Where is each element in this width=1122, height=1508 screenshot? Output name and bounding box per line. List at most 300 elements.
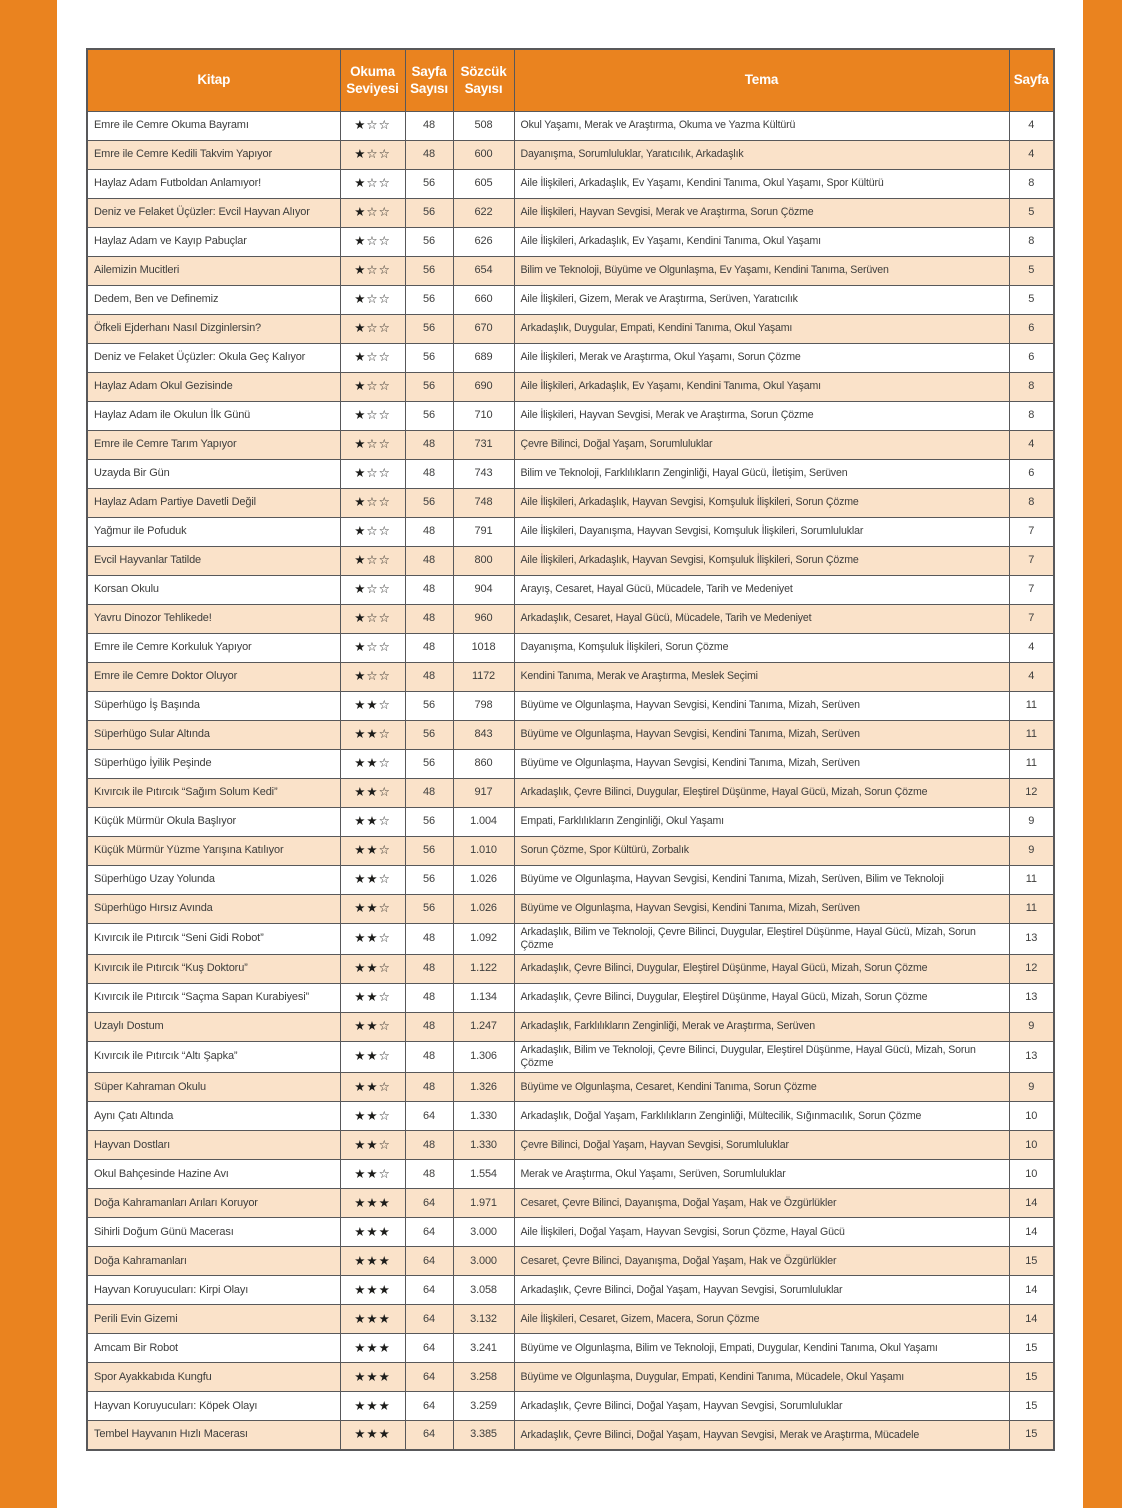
table-row [87, 111, 1054, 140]
catalog-page-cell: 7 [1009, 517, 1054, 546]
word-count-cell: 843 [453, 720, 514, 749]
book-title-cell: Süperhügo Hırsız Avında [87, 894, 340, 923]
reading-level-stars-icon: ★☆☆ [340, 343, 405, 372]
column-header-sozcuk_sayisi: Sözcük Sayısı [453, 49, 514, 111]
word-count-cell: 1.004 [453, 807, 514, 836]
reading-level-stars-icon: ★★★ [340, 1363, 405, 1392]
book-title-cell: Perili Evin Gizemi [87, 1305, 340, 1334]
catalog-page-cell: 5 [1009, 198, 1054, 227]
table-row [87, 604, 1054, 633]
word-count-cell: 1.326 [453, 1073, 514, 1102]
themes-cell: Arkadaşlık, Duygular, Empati, Kendini Tanıma, Okul Yaşamı [514, 314, 1009, 343]
word-count-cell: 748 [453, 488, 514, 517]
themes-cell: Empati, Farklılıkların Zenginliği, Okul Yaşamı [514, 807, 1009, 836]
reading-level-stars-icon: ★☆☆ [340, 198, 405, 227]
book-title-cell: Sihirli Doğum Günü Macerası [87, 1218, 340, 1247]
table-row [87, 720, 1054, 749]
catalog-page-cell: 7 [1009, 546, 1054, 575]
table-row [87, 1189, 1054, 1218]
themes-cell: Aile İlişkileri, Arkadaşlık, Ev Yaşamı, Kendini Tanıma, Okul Yaşamı [514, 227, 1009, 256]
table-row [87, 954, 1054, 983]
reading-level-stars-icon: ★★☆ [340, 1131, 405, 1160]
book-title-cell: Aynı Çatı Altında [87, 1102, 340, 1131]
table-row [87, 1334, 1054, 1363]
reading-level-stars-icon: ★★☆ [340, 894, 405, 923]
page-count-cell: 64 [405, 1189, 453, 1218]
catalog-page-cell: 10 [1009, 1102, 1054, 1131]
word-count-cell: 1.026 [453, 865, 514, 894]
book-title-cell: Haylaz Adam ve Kayıp Pabuçlar [87, 227, 340, 256]
page-count-cell: 48 [405, 983, 453, 1012]
page-count-cell: 64 [405, 1334, 453, 1363]
word-count-cell: 860 [453, 749, 514, 778]
book-title-cell: Kıvırcık ile Pıtırcık “Altı Şapka” [87, 1041, 340, 1072]
reading-level-stars-icon: ★☆☆ [340, 575, 405, 604]
themes-cell: Çevre Bilinci, Doğal Yaşam, Hayvan Sevgisi, Sorumluluklar [514, 1131, 1009, 1160]
column-header-okuma_seviyesi: Okuma Seviyesi [340, 49, 405, 111]
reading-level-stars-icon: ★★★ [340, 1392, 405, 1421]
themes-cell: Aile İlişkileri, Arkadaşlık, Ev Yaşamı, Kendini Tanıma, Okul Yaşamı [514, 372, 1009, 401]
catalog-page-cell: 4 [1009, 111, 1054, 140]
book-title-cell: Korsan Okulu [87, 575, 340, 604]
page-count-cell: 48 [405, 546, 453, 575]
themes-cell: Arkadaşlık, Farklılıkların Zenginliği, Merak ve Araştırma, Serüven [514, 1012, 1009, 1041]
column-header-kitap: Kitap [87, 49, 340, 111]
page-edge-bar-left [0, 0, 57, 1508]
catalog-page-cell: 4 [1009, 140, 1054, 169]
table-row [87, 227, 1054, 256]
themes-cell: Çevre Bilinci, Doğal Yaşam, Sorumluluklar [514, 430, 1009, 459]
table-row [87, 1102, 1054, 1131]
catalog-page-cell: 12 [1009, 954, 1054, 983]
book-title-cell: Hayvan Dostları [87, 1131, 340, 1160]
themes-cell: Okul Yaşamı, Merak ve Araştırma, Okuma ve Yazma Kültürü [514, 111, 1009, 140]
table-row [87, 1421, 1054, 1450]
book-title-cell: Emre ile Cemre Korkuluk Yapıyor [87, 633, 340, 662]
catalog-page-cell: 14 [1009, 1189, 1054, 1218]
table-row [87, 169, 1054, 198]
catalog-page-cell: 6 [1009, 459, 1054, 488]
table-row [87, 1276, 1054, 1305]
column-header-sayfa_sayisi: Sayfa Sayısı [405, 49, 453, 111]
reading-level-stars-icon: ★☆☆ [340, 430, 405, 459]
table-row [87, 1160, 1054, 1189]
catalog-page-cell: 15 [1009, 1392, 1054, 1421]
book-title-cell: Haylaz Adam Futboldan Anlamıyor! [87, 169, 340, 198]
reading-level-stars-icon: ★☆☆ [340, 140, 405, 169]
page-count-cell: 48 [405, 517, 453, 546]
page-count-cell: 64 [405, 1421, 453, 1450]
word-count-cell: 1.247 [453, 1012, 514, 1041]
catalog-page-cell: 12 [1009, 778, 1054, 807]
reading-level-stars-icon: ★★★ [340, 1305, 405, 1334]
themes-cell: Aile İlişkileri, Doğal Yaşam, Hayvan Sevgisi, Sorun Çözme, Hayal Gücü [514, 1218, 1009, 1247]
reading-level-stars-icon: ★☆☆ [340, 169, 405, 198]
book-title-cell: Hayvan Koruyucuları: Köpek Olayı [87, 1392, 340, 1421]
book-title-cell: Emre ile Cemre Kedili Takvim Yapıyor [87, 140, 340, 169]
page-count-cell: 56 [405, 691, 453, 720]
word-count-cell: 1.330 [453, 1131, 514, 1160]
reading-level-stars-icon: ★☆☆ [340, 256, 405, 285]
catalog-page-cell: 9 [1009, 1012, 1054, 1041]
page-count-cell: 56 [405, 807, 453, 836]
themes-cell: Büyüme ve Olgunlaşma, Duygular, Empati, Kendini Tanıma, Mücadele, Okul Yaşamı [514, 1363, 1009, 1392]
book-title-cell: Süperhügo İyilik Peşinde [87, 749, 340, 778]
page-count-cell: 48 [405, 1160, 453, 1189]
catalog-page-cell: 11 [1009, 720, 1054, 749]
book-title-cell: Deniz ve Felaket Üçüzler: Evcil Hayvan Alıyor [87, 198, 340, 227]
reading-level-stars-icon: ★☆☆ [340, 372, 405, 401]
word-count-cell: 3.132 [453, 1305, 514, 1334]
book-title-cell: Ailemizin Mucitleri [87, 256, 340, 285]
themes-cell: Aile İlişkileri, Merak ve Araştırma, Okul Yaşamı, Sorun Çözme [514, 343, 1009, 372]
table-row [87, 749, 1054, 778]
book-title-cell: Deniz ve Felaket Üçüzler: Okula Geç Kalıyor [87, 343, 340, 372]
table-row [87, 372, 1054, 401]
themes-cell: Sorun Çözme, Spor Kültürü, Zorbalık [514, 836, 1009, 865]
page-count-cell: 48 [405, 778, 453, 807]
table-row [87, 314, 1054, 343]
word-count-cell: 605 [453, 169, 514, 198]
catalog-page-cell: 13 [1009, 923, 1054, 954]
themes-cell: Arkadaşlık, Çevre Bilinci, Duygular, Eleştirel Düşünme, Hayal Gücü, Mizah, Sorun Çözme [514, 778, 1009, 807]
table-row [87, 575, 1054, 604]
catalog-page-cell: 10 [1009, 1131, 1054, 1160]
reading-level-stars-icon: ★☆☆ [340, 401, 405, 430]
word-count-cell: 690 [453, 372, 514, 401]
book-title-cell: Yağmur ile Pofuduk [87, 517, 340, 546]
book-title-cell: Tembel Hayvanın Hızlı Macerası [87, 1421, 340, 1450]
word-count-cell: 1.330 [453, 1102, 514, 1131]
book-title-cell: Doğa Kahramanları [87, 1247, 340, 1276]
reading-level-stars-icon: ★★☆ [340, 1160, 405, 1189]
page-count-cell: 48 [405, 1012, 453, 1041]
table-row [87, 836, 1054, 865]
table-row [87, 778, 1054, 807]
reading-level-stars-icon: ★☆☆ [340, 662, 405, 691]
reading-level-stars-icon: ★★☆ [340, 691, 405, 720]
reading-level-stars-icon: ★☆☆ [340, 227, 405, 256]
themes-cell: Cesaret, Çevre Bilinci, Dayanışma, Doğal Yaşam, Hak ve Özgürlükler [514, 1247, 1009, 1276]
reading-level-stars-icon: ★★★ [340, 1218, 405, 1247]
page-count-cell: 48 [405, 575, 453, 604]
catalog-page-cell: 15 [1009, 1334, 1054, 1363]
reading-level-stars-icon: ★★★ [340, 1189, 405, 1218]
book-title-cell: Emre ile Cemre Tarım Yapıyor [87, 430, 340, 459]
book-title-cell: Evcil Hayvanlar Tatilde [87, 546, 340, 575]
reading-level-stars-icon: ★☆☆ [340, 604, 405, 633]
page-count-cell: 56 [405, 836, 453, 865]
book-title-cell: Amcam Bir Robot [87, 1334, 340, 1363]
catalog-page-cell: 15 [1009, 1247, 1054, 1276]
catalog-page-cell: 4 [1009, 633, 1054, 662]
table-row [87, 662, 1054, 691]
page-count-cell: 56 [405, 343, 453, 372]
catalog-page-cell: 7 [1009, 575, 1054, 604]
word-count-cell: 3.058 [453, 1276, 514, 1305]
catalog-page-cell: 9 [1009, 807, 1054, 836]
page-count-cell: 48 [405, 662, 453, 691]
table-row [87, 1073, 1054, 1102]
word-count-cell: 1.554 [453, 1160, 514, 1189]
catalog-page-cell: 8 [1009, 488, 1054, 517]
word-count-cell: 731 [453, 430, 514, 459]
page-count-cell: 56 [405, 169, 453, 198]
book-title-cell: Öfkeli Ejderhanı Nasıl Dizginlersin? [87, 314, 340, 343]
page-count-cell: 56 [405, 401, 453, 430]
themes-cell: Dayanışma, Komşuluk İlişkileri, Sorun Çözme [514, 633, 1009, 662]
themes-cell: Arkadaşlık, Doğal Yaşam, Farklılıkların Zenginliği, Mültecilik, Sığınmacılık, Sorun Çözme [514, 1102, 1009, 1131]
word-count-cell: 800 [453, 546, 514, 575]
page-count-cell: 56 [405, 314, 453, 343]
table-row [87, 1392, 1054, 1421]
catalog-page-cell: 8 [1009, 169, 1054, 198]
page-count-cell: 48 [405, 1073, 453, 1102]
table-header [87, 49, 1054, 111]
themes-cell: Arkadaşlık, Cesaret, Hayal Gücü, Mücadele, Tarih ve Medeniyet [514, 604, 1009, 633]
themes-cell: Büyüme ve Olgunlaşma, Bilim ve Teknoloji, Empati, Duygular, Kendini Tanıma, Okul Yaşamı [514, 1334, 1009, 1363]
reading-level-stars-icon: ★★☆ [340, 749, 405, 778]
catalog-page-cell: 4 [1009, 430, 1054, 459]
themes-cell: Aile İlişkileri, Gizem, Merak ve Araştırma, Serüven, Yaratıcılık [514, 285, 1009, 314]
page-count-cell: 48 [405, 430, 453, 459]
word-count-cell: 600 [453, 140, 514, 169]
themes-cell: Arkadaşlık, Bilim ve Teknoloji, Çevre Bilinci, Duygular, Eleştirel Düşünme, Hayal Gücü, Mizah, Sorun Çözme [514, 923, 1009, 954]
book-title-cell: Doğa Kahramanları Arıları Koruyor [87, 1189, 340, 1218]
reading-level-stars-icon: ★★☆ [340, 954, 405, 983]
page-count-cell: 56 [405, 749, 453, 778]
themes-cell: Aile İlişkileri, Dayanışma, Hayvan Sevgisi, Komşuluk İlişkileri, Sorumluluklar [514, 517, 1009, 546]
table-row [87, 1363, 1054, 1392]
book-title-cell: Küçük Mürmür Okula Başlıyor [87, 807, 340, 836]
table-row [87, 140, 1054, 169]
reading-level-stars-icon: ★★☆ [340, 1073, 405, 1102]
word-count-cell: 3.000 [453, 1218, 514, 1247]
reading-level-stars-icon: ★★☆ [340, 807, 405, 836]
table-row [87, 807, 1054, 836]
page-count-cell: 48 [405, 633, 453, 662]
table-row [87, 1041, 1054, 1072]
reading-level-stars-icon: ★☆☆ [340, 314, 405, 343]
word-count-cell: 3.258 [453, 1363, 514, 1392]
themes-cell: Arkadaşlık, Çevre Bilinci, Doğal Yaşam, Hayvan Sevgisi, Sorumluluklar [514, 1392, 1009, 1421]
catalog-page-cell: 13 [1009, 983, 1054, 1012]
page-count-cell: 56 [405, 198, 453, 227]
catalog-page-cell: 9 [1009, 836, 1054, 865]
table-row [87, 256, 1054, 285]
book-title-cell: Uzaylı Dostum [87, 1012, 340, 1041]
table-row [87, 1012, 1054, 1041]
table-row [87, 459, 1054, 488]
catalog-page-cell: 15 [1009, 1363, 1054, 1392]
page-count-cell: 48 [405, 1041, 453, 1072]
themes-cell: Büyüme ve Olgunlaşma, Hayvan Sevgisi, Kendini Tanıma, Mizah, Serüven [514, 894, 1009, 923]
table-row [87, 1218, 1054, 1247]
page-count-cell: 64 [405, 1363, 453, 1392]
table-row [87, 1131, 1054, 1160]
page-count-cell: 56 [405, 256, 453, 285]
page-edge-bar-right [1083, 0, 1122, 1508]
page-count-cell: 48 [405, 954, 453, 983]
reading-level-stars-icon: ★☆☆ [340, 517, 405, 546]
catalog-page-cell: 14 [1009, 1218, 1054, 1247]
word-count-cell: 798 [453, 691, 514, 720]
reading-level-stars-icon: ★★☆ [340, 1012, 405, 1041]
word-count-cell: 3.241 [453, 1334, 514, 1363]
catalog-page-cell: 9 [1009, 1073, 1054, 1102]
catalog-page-cell: 4 [1009, 662, 1054, 691]
page-count-cell: 56 [405, 894, 453, 923]
catalog-page-cell: 8 [1009, 401, 1054, 430]
book-title-cell: Kıvırcık ile Pıtırcık “Saçma Sapan Kurabiyesi” [87, 983, 340, 1012]
book-title-cell: Haylaz Adam Partiye Davetli Değil [87, 488, 340, 517]
book-title-cell: Dedem, Ben ve Definemiz [87, 285, 340, 314]
catalog-page-cell: 11 [1009, 749, 1054, 778]
reading-level-stars-icon: ★★☆ [340, 1041, 405, 1072]
themes-cell: Büyüme ve Olgunlaşma, Hayvan Sevgisi, Kendini Tanıma, Mizah, Serüven [514, 720, 1009, 749]
book-title-cell: Yavru Dinozor Tehlikede! [87, 604, 340, 633]
reading-level-stars-icon: ★★☆ [340, 836, 405, 865]
themes-cell: Cesaret, Çevre Bilinci, Dayanışma, Doğal Yaşam, Hak ve Özgürlükler [514, 1189, 1009, 1218]
catalog-page-cell: 5 [1009, 256, 1054, 285]
catalog-page-cell: 13 [1009, 1041, 1054, 1072]
book-title-cell: Emre ile Cemre Okuma Bayramı [87, 111, 340, 140]
themes-cell: Büyüme ve Olgunlaşma, Hayvan Sevgisi, Kendini Tanıma, Mizah, Serüven, Bilim ve Teknoloji [514, 865, 1009, 894]
reading-level-stars-icon: ★★☆ [340, 983, 405, 1012]
page-count-cell: 56 [405, 488, 453, 517]
reading-level-stars-icon: ★☆☆ [340, 488, 405, 517]
page-count-cell: 64 [405, 1218, 453, 1247]
book-title-cell: Küçük Mürmür Yüzme Yarışına Katılıyor [87, 836, 340, 865]
word-count-cell: 1.122 [453, 954, 514, 983]
book-title-cell: Süperhügo Uzay Yolunda [87, 865, 340, 894]
word-count-cell: 1.092 [453, 923, 514, 954]
catalog-page-cell: 6 [1009, 343, 1054, 372]
reading-level-stars-icon: ★★★ [340, 1334, 405, 1363]
page-count-cell: 48 [405, 1131, 453, 1160]
reading-level-stars-icon: ★★☆ [340, 1102, 405, 1131]
word-count-cell: 1.971 [453, 1189, 514, 1218]
catalog-page-cell: 6 [1009, 314, 1054, 343]
word-count-cell: 1172 [453, 662, 514, 691]
themes-cell: Aile İlişkileri, Hayvan Sevgisi, Merak ve Araştırma, Sorun Çözme [514, 198, 1009, 227]
catalog-page-cell: 11 [1009, 894, 1054, 923]
table-row [87, 1305, 1054, 1334]
table-row [87, 1247, 1054, 1276]
book-title-cell: Süperhügo Sular Altında [87, 720, 340, 749]
page-count-cell: 64 [405, 1392, 453, 1421]
word-count-cell: 743 [453, 459, 514, 488]
table-row [87, 865, 1054, 894]
reading-level-stars-icon: ★☆☆ [340, 285, 405, 314]
themes-cell: Arayış, Cesaret, Hayal Gücü, Mücadele, Tarih ve Medeniyet [514, 575, 1009, 604]
catalog-page-cell: 5 [1009, 285, 1054, 314]
book-title-cell: Hayvan Koruyucuları: Kirpi Olayı [87, 1276, 340, 1305]
table-row [87, 691, 1054, 720]
page-count-cell: 56 [405, 227, 453, 256]
word-count-cell: 1.306 [453, 1041, 514, 1072]
book-title-cell: Uzayda Bir Gün [87, 459, 340, 488]
word-count-cell: 791 [453, 517, 514, 546]
catalog-page-cell: 8 [1009, 227, 1054, 256]
table-header-row [87, 49, 1054, 111]
themes-cell: Aile İlişkileri, Arkadaşlık, Ev Yaşamı, Kendini Tanıma, Okul Yaşamı, Spor Kültürü [514, 169, 1009, 198]
book-title-cell: Haylaz Adam Okul Gezisinde [87, 372, 340, 401]
table-row [87, 488, 1054, 517]
page-count-cell: 64 [405, 1305, 453, 1334]
themes-cell: Aile İlişkileri, Cesaret, Gizem, Macera, Sorun Çözme [514, 1305, 1009, 1334]
book-title-cell: Spor Ayakkabıda Kungfu [87, 1363, 340, 1392]
word-count-cell: 508 [453, 111, 514, 140]
table-row [87, 198, 1054, 227]
themes-cell: Arkadaşlık, Çevre Bilinci, Duygular, Eleştirel Düşünme, Hayal Gücü, Mizah, Sorun Çözme [514, 983, 1009, 1012]
reading-level-stars-icon: ★☆☆ [340, 546, 405, 575]
table-row [87, 923, 1054, 954]
themes-cell: Bilim ve Teknoloji, Büyüme ve Olgunlaşma, Ev Yaşamı, Kendini Tanıma, Serüven [514, 256, 1009, 285]
reading-level-stars-icon: ★★☆ [340, 720, 405, 749]
book-title-cell: Kıvırcık ile Pıtırcık “Seni Gidi Robot” [87, 923, 340, 954]
word-count-cell: 904 [453, 575, 514, 604]
catalog-page-cell: 11 [1009, 865, 1054, 894]
book-title-cell: Haylaz Adam ile Okulun İlk Günü [87, 401, 340, 430]
reading-level-stars-icon: ★★★ [340, 1276, 405, 1305]
book-title-cell: Emre ile Cemre Doktor Oluyor [87, 662, 340, 691]
page-count-cell: 56 [405, 720, 453, 749]
word-count-cell: 626 [453, 227, 514, 256]
table-row [87, 517, 1054, 546]
book-title-cell: Süperhügo İş Başında [87, 691, 340, 720]
themes-cell: Bilim ve Teknoloji, Farklılıkların Zenginliği, Hayal Gücü, İletişim, Serüven [514, 459, 1009, 488]
page-count-cell: 48 [405, 111, 453, 140]
themes-cell: Arkadaşlık, Çevre Bilinci, Duygular, Eleştirel Düşünme, Hayal Gücü, Mizah, Sorun Çözme [514, 954, 1009, 983]
themes-cell: Arkadaşlık, Çevre Bilinci, Doğal Yaşam, Hayvan Sevgisi, Merak ve Araştırma, Mücadele [514, 1421, 1009, 1450]
page-count-cell: 64 [405, 1247, 453, 1276]
page-count-cell: 48 [405, 604, 453, 633]
book-catalog-table [86, 48, 1055, 1451]
column-header-tema: Tema [514, 49, 1009, 111]
table-row [87, 894, 1054, 923]
reading-level-stars-icon: ★★☆ [340, 865, 405, 894]
themes-cell: Arkadaşlık, Çevre Bilinci, Doğal Yaşam, Hayvan Sevgisi, Sorumluluklar [514, 1276, 1009, 1305]
book-title-cell: Süper Kahraman Okulu [87, 1073, 340, 1102]
word-count-cell: 670 [453, 314, 514, 343]
reading-level-stars-icon: ★☆☆ [340, 459, 405, 488]
word-count-cell: 689 [453, 343, 514, 372]
reading-level-stars-icon: ★★★ [340, 1421, 405, 1450]
catalog-page-cell: 15 [1009, 1421, 1054, 1450]
word-count-cell: 1018 [453, 633, 514, 662]
word-count-cell: 660 [453, 285, 514, 314]
themes-cell: Aile İlişkileri, Arkadaşlık, Hayvan Sevgisi, Komşuluk İlişkileri, Sorun Çözme [514, 546, 1009, 575]
word-count-cell: 1.010 [453, 836, 514, 865]
page-count-cell: 56 [405, 865, 453, 894]
page-count-cell: 64 [405, 1276, 453, 1305]
book-title-cell: Kıvırcık ile Pıtırcık “Sağım Solum Kedi” [87, 778, 340, 807]
themes-cell: Büyüme ve Olgunlaşma, Hayvan Sevgisi, Kendini Tanıma, Mizah, Serüven [514, 749, 1009, 778]
word-count-cell: 3.259 [453, 1392, 514, 1421]
table-row [87, 343, 1054, 372]
catalog-page-cell: 11 [1009, 691, 1054, 720]
catalog-page-cell: 14 [1009, 1276, 1054, 1305]
themes-cell: Aile İlişkileri, Arkadaşlık, Hayvan Sevgisi, Komşuluk İlişkileri, Sorun Çözme [514, 488, 1009, 517]
word-count-cell: 622 [453, 198, 514, 227]
column-header-sayfa: Sayfa [1009, 49, 1054, 111]
word-count-cell: 960 [453, 604, 514, 633]
page-count-cell: 48 [405, 459, 453, 488]
reading-level-stars-icon: ★★☆ [340, 778, 405, 807]
word-count-cell: 917 [453, 778, 514, 807]
reading-level-stars-icon: ★★☆ [340, 923, 405, 954]
